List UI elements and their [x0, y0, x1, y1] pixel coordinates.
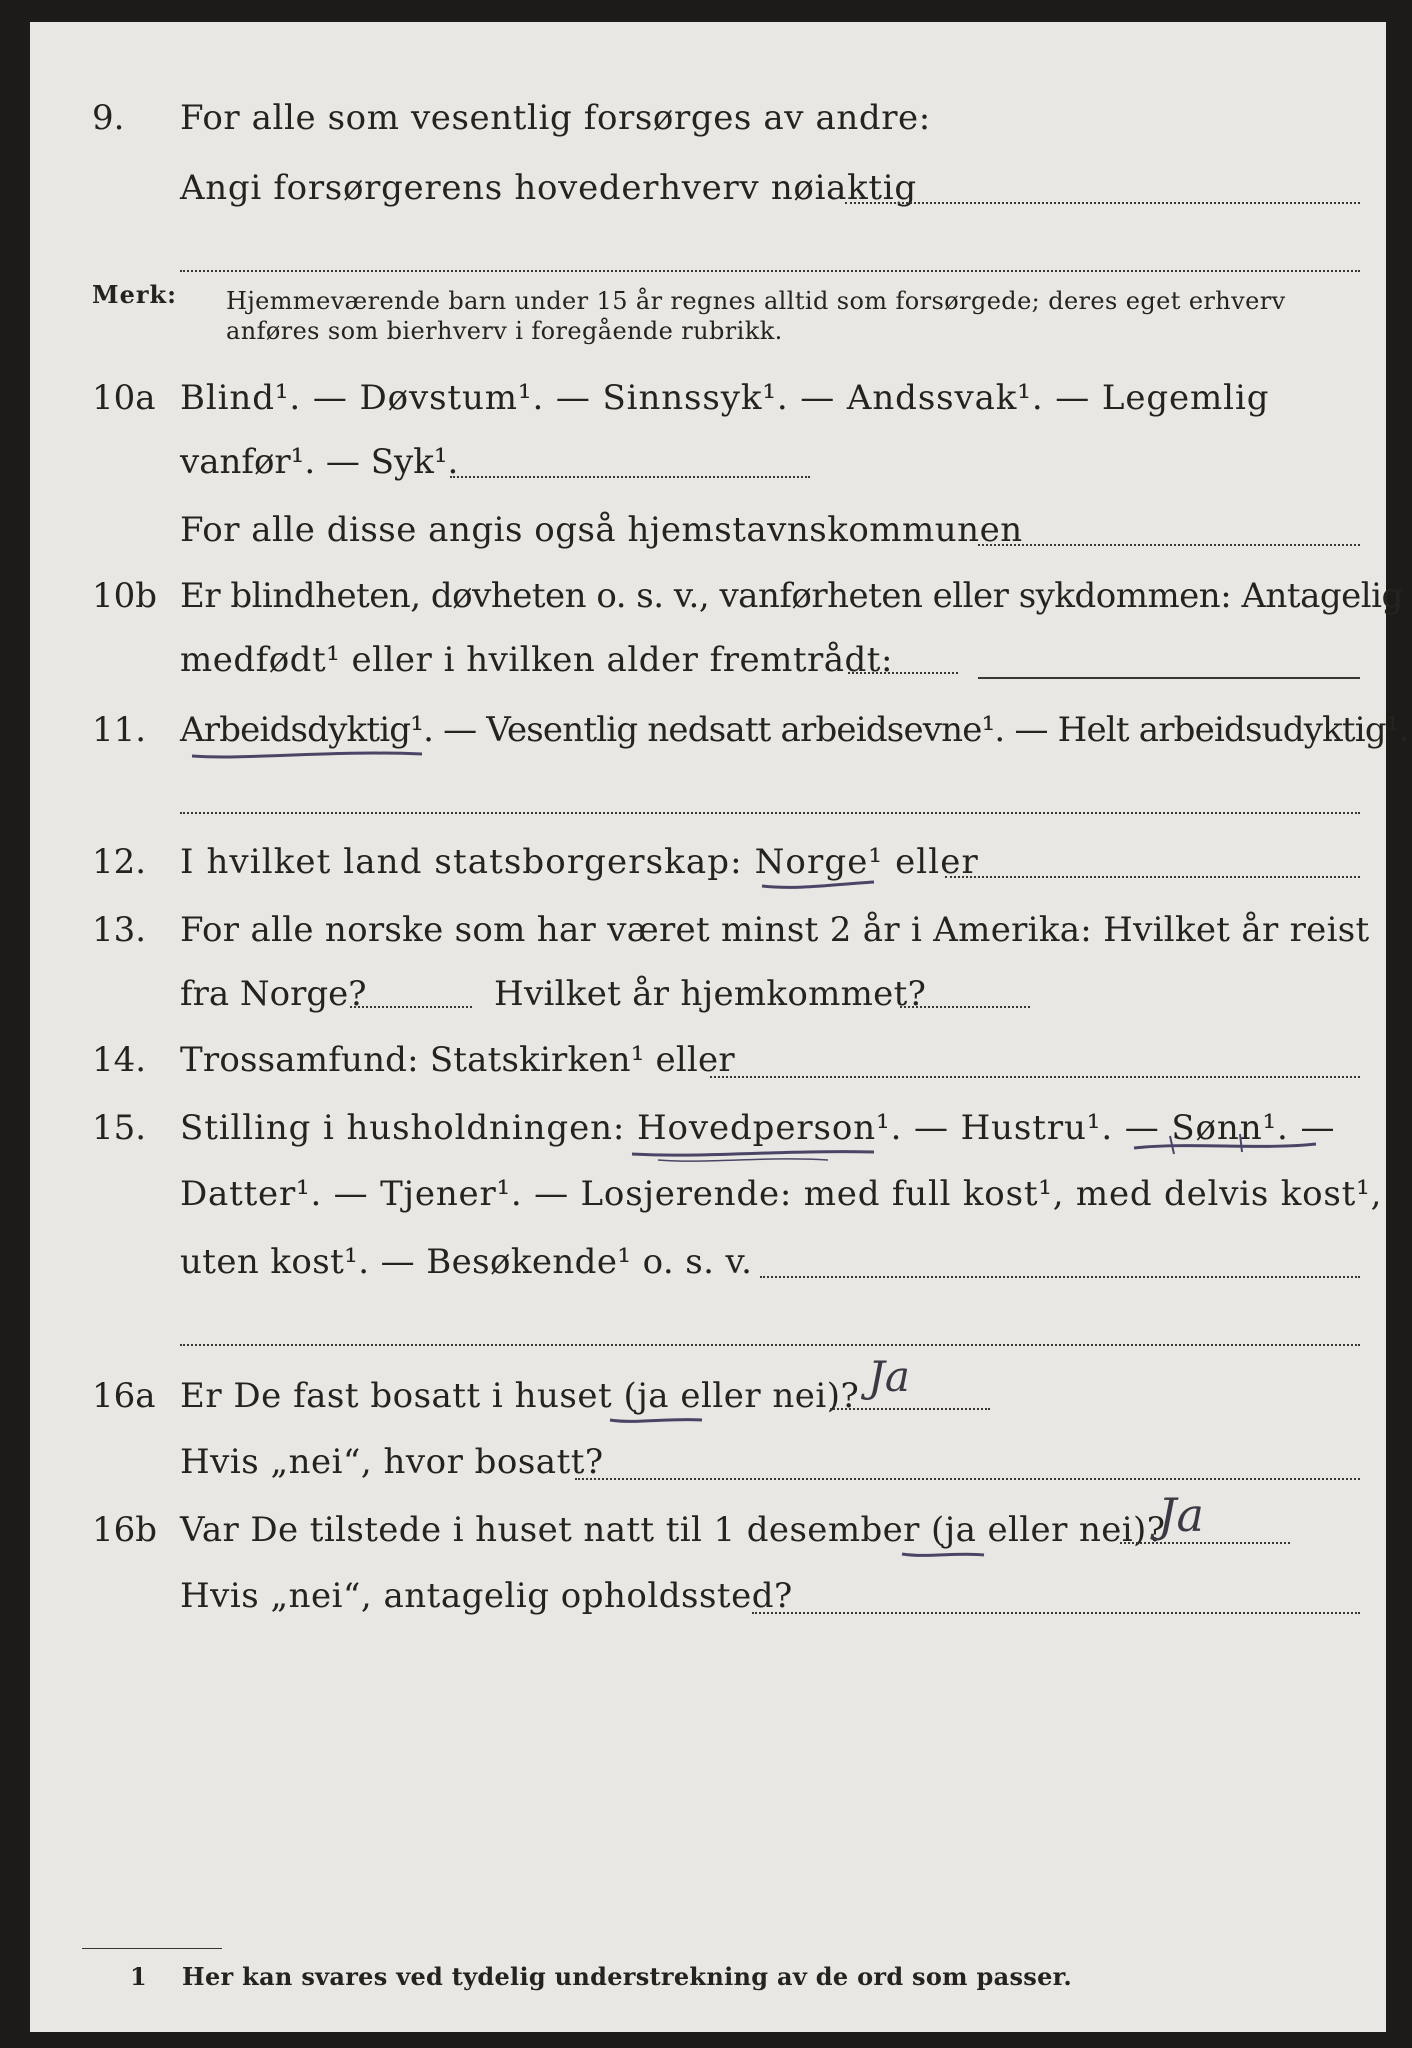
note-line-2: anføres som bierhverv i foregående rubrikk. [226, 317, 783, 345]
handwritten-underline-hovedperson [628, 1138, 878, 1168]
question-10b-answer-line-2[interactable] [978, 677, 1360, 679]
handwritten-strikethrough-sonn [1130, 1132, 1320, 1162]
question-15-answer-line[interactable] [760, 1276, 1360, 1278]
question-9-number: 9. [92, 98, 125, 138]
handwritten-underline-ja [606, 1412, 706, 1428]
footnote-divider [82, 1948, 222, 1949]
question-16a-residence-line[interactable] [575, 1478, 1360, 1480]
question-15-answer-line-2[interactable] [180, 1344, 1360, 1346]
question-15-line-1: Stilling i husholdningen: Hovedperson¹. — Hustru¹. — Sønn¹. — [180, 1108, 1336, 1148]
handwritten-underline-norge [758, 876, 878, 896]
question-13-line-2a: fra Norge? [180, 974, 367, 1014]
question-16b-line-1: Var De tilstede i huset natt til 1 desember (ja eller nei)? [180, 1510, 1166, 1550]
question-13-number: 13. [92, 910, 147, 950]
handwritten-underline-arbeidsdyktig [188, 744, 428, 764]
question-10a-line-2: vanfør¹. — Syk¹. [180, 442, 459, 482]
question-10a-line-3: For alle disse angis også hjemstavnskommunen [180, 510, 1023, 550]
handwritten-underline-ja-16b [898, 1546, 988, 1562]
question-16a-number: 16a [92, 1376, 156, 1416]
question-12-line-1: I hvilket land statsborgerskap: Norge¹ eller [180, 842, 979, 882]
question-16b-answer-line[interactable] [1120, 1542, 1290, 1544]
footnote-text: Her kan svares ved tydelig understrekning av de ord som passer. [182, 1962, 1073, 1991]
question-16b-line-2: Hvis „nei“, antagelig opholdssted? [180, 1576, 793, 1616]
question-12-answer-line[interactable] [945, 876, 1360, 878]
question-10b-answer-line[interactable] [848, 672, 958, 674]
question-16a-line-2: Hvis „nei“, hvor bosatt? [180, 1442, 604, 1482]
footnote-mark: 1 [130, 1962, 147, 1991]
question-10a-home-municipality-line[interactable] [978, 544, 1360, 546]
question-16a-answer-line[interactable] [830, 1408, 990, 1410]
question-9-answer-line[interactable] [845, 202, 1360, 204]
question-13-return-year-line[interactable] [900, 1006, 1030, 1008]
question-11-number: 11. [92, 710, 147, 750]
question-10b-number: 10b [92, 576, 158, 616]
question-13-line-1: For alle norske som har været minst 2 år i Amerika: Hvilket år reist [180, 910, 1370, 950]
census-form-page [30, 22, 1409, 2032]
question-10a-line-1: Blind¹. — Døvstum¹. — Sinnssyk¹. — Andssvak¹. — Legemlig [180, 378, 1270, 418]
question-12-number: 12. [92, 842, 147, 882]
question-14-number: 14. [92, 1040, 147, 1080]
question-13-line-2b: Hvilket år hjemkommet? [494, 974, 927, 1014]
note-label: Merk: [92, 280, 177, 309]
note-line-1: Hjemmeværende barn under 15 år regnes alltid som forsørgede; deres eget erhverv [226, 287, 1286, 315]
question-10b-line-2: medfødt¹ eller i hvilken alder fremtrådt: [180, 640, 893, 680]
question-15-line-3: uten kost¹. — Besøkende¹ o. s. v. [180, 1242, 753, 1282]
question-9-answer-line-2[interactable] [180, 270, 1360, 272]
question-16a-handwritten-answer: Ja [868, 1352, 910, 1401]
question-16b-number: 16b [92, 1510, 158, 1550]
question-9-line-2: Angi forsørgerens hovederhverv nøiaktig [180, 168, 917, 208]
question-15-number: 15. [92, 1108, 147, 1148]
question-10a-answer-line[interactable] [450, 476, 810, 478]
question-16b-whereabouts-line[interactable] [752, 1612, 1360, 1614]
question-10b-line-1: Er blindheten, døvheten o. s. v., vanførheten eller sykdommen: Antagelig [180, 576, 1403, 616]
question-13-emigration-year-line[interactable] [350, 1006, 472, 1008]
question-16b-handwritten-answer: Ja [1158, 1488, 1204, 1542]
question-14-line-1: Trossamfund: Statskirken¹ eller [180, 1040, 735, 1080]
question-9-line-1: For alle som vesentlig forsørges av andre: [180, 98, 931, 138]
question-11-answer-line[interactable] [180, 812, 1360, 814]
question-10a-number: 10a [92, 378, 156, 418]
question-11-line-1: Arbeidsdyktig¹. — Vesentlig nedsatt arbeidsevne¹. — Helt arbeidsudyktig¹. [180, 710, 1409, 750]
question-16a-line-1: Er De fast bosatt i huset (ja eller nei)? [180, 1376, 860, 1416]
question-14-answer-line[interactable] [710, 1076, 1360, 1078]
question-15-line-2: Datter¹. — Tjener¹. — Losjerende: med full kost¹, med delvis kost¹, [180, 1174, 1383, 1214]
